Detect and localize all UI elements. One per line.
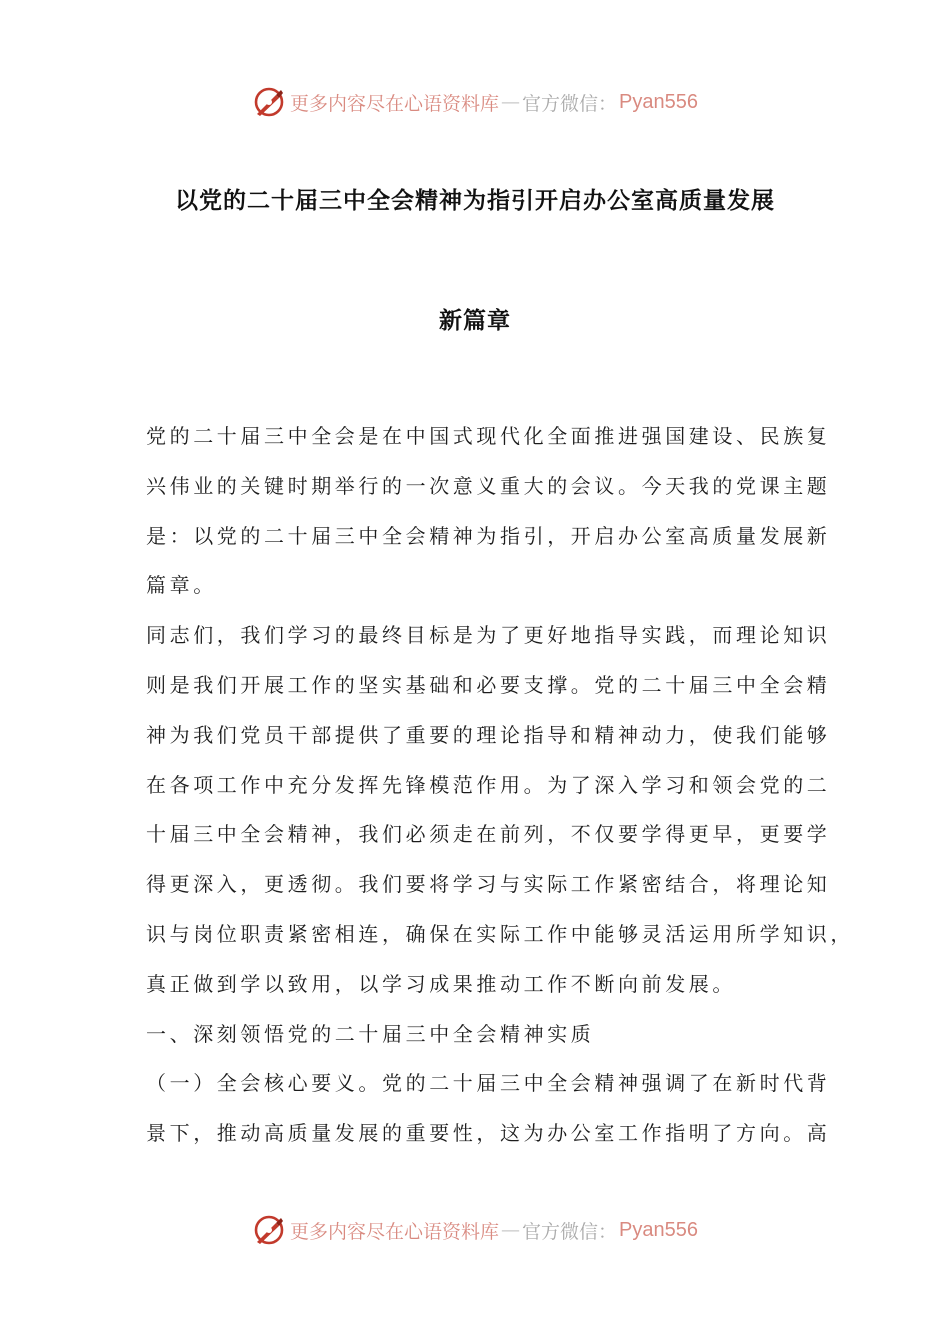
promo-text: 更多内容尽在心语资料库: [290, 92, 500, 115]
wechat-label: 官方微信：: [522, 92, 618, 115]
body-line: 则是我们开展工作的坚实基础和必要支撑。党的二十届三中全会精: [146, 672, 831, 697]
header-banner: [0, 80, 950, 124]
wechat-id: Pyan556: [619, 1218, 698, 1241]
body-line: 兴伟业的关键时期举行的一次意义重大的会议。今天我的党课主题: [146, 473, 831, 498]
wechat-id: Pyan556: [619, 90, 698, 113]
promo-dash: —: [501, 91, 521, 113]
wechat-label: 官方微信：: [522, 1220, 618, 1243]
body-line: 识与岗位职责紧密相连，确保在实际工作中能够灵活运用所学知识，: [146, 921, 854, 946]
pen-logo-icon: [252, 85, 286, 119]
body-line: 神为我们党员干部提供了重要的理论指导和精神动力，使我们能够: [146, 722, 831, 747]
document-title-line2: 新篇章: [439, 308, 511, 334]
pen-logo-icon: [252, 1213, 286, 1247]
section-heading: 一、深刻领悟党的二十届三中全会精神实质: [146, 1021, 595, 1046]
document-title-line1: 以党的二十届三中全会精神为指引开启办公室高质量发展: [175, 188, 775, 214]
body-line: 景下，推动高质量发展的重要性，这为办公室工作指明了方向。高: [146, 1121, 831, 1146]
document-body: [146, 412, 854, 1159]
body-line: 篇章。: [146, 573, 217, 598]
promo-text: 更多内容尽在心语资料库: [290, 1220, 500, 1243]
body-line: 在各项工作中充分发挥先锋模范作用。为了深入学习和领会党的二: [146, 772, 831, 797]
body-line: （一）全会核心要义。党的二十届三中全会精神强调了在新时代背: [146, 1071, 831, 1096]
body-line: 真正做到学以致用，以学习成果推动工作不断向前发展。: [146, 971, 736, 996]
body-line: 十届三中全会精神，我们必须走在前列，不仅要学得更早，更要学: [146, 822, 831, 847]
body-line: 是：以党的二十届三中全会精神为指引，开启办公室高质量发展新: [146, 523, 831, 548]
body-line: 同志们，我们学习的最终目标是为了更好地指导实践，而理论知识: [146, 623, 831, 648]
footer-banner: [0, 1208, 950, 1252]
body-line: 党的二十届三中全会是在中国式现代化全面推进强国建设、民族复: [146, 424, 831, 448]
promo-dash: —: [501, 1219, 521, 1241]
body-line: 得更深入，更透彻。我们要将学习与实际工作紧密结合，将理论知: [146, 872, 831, 897]
